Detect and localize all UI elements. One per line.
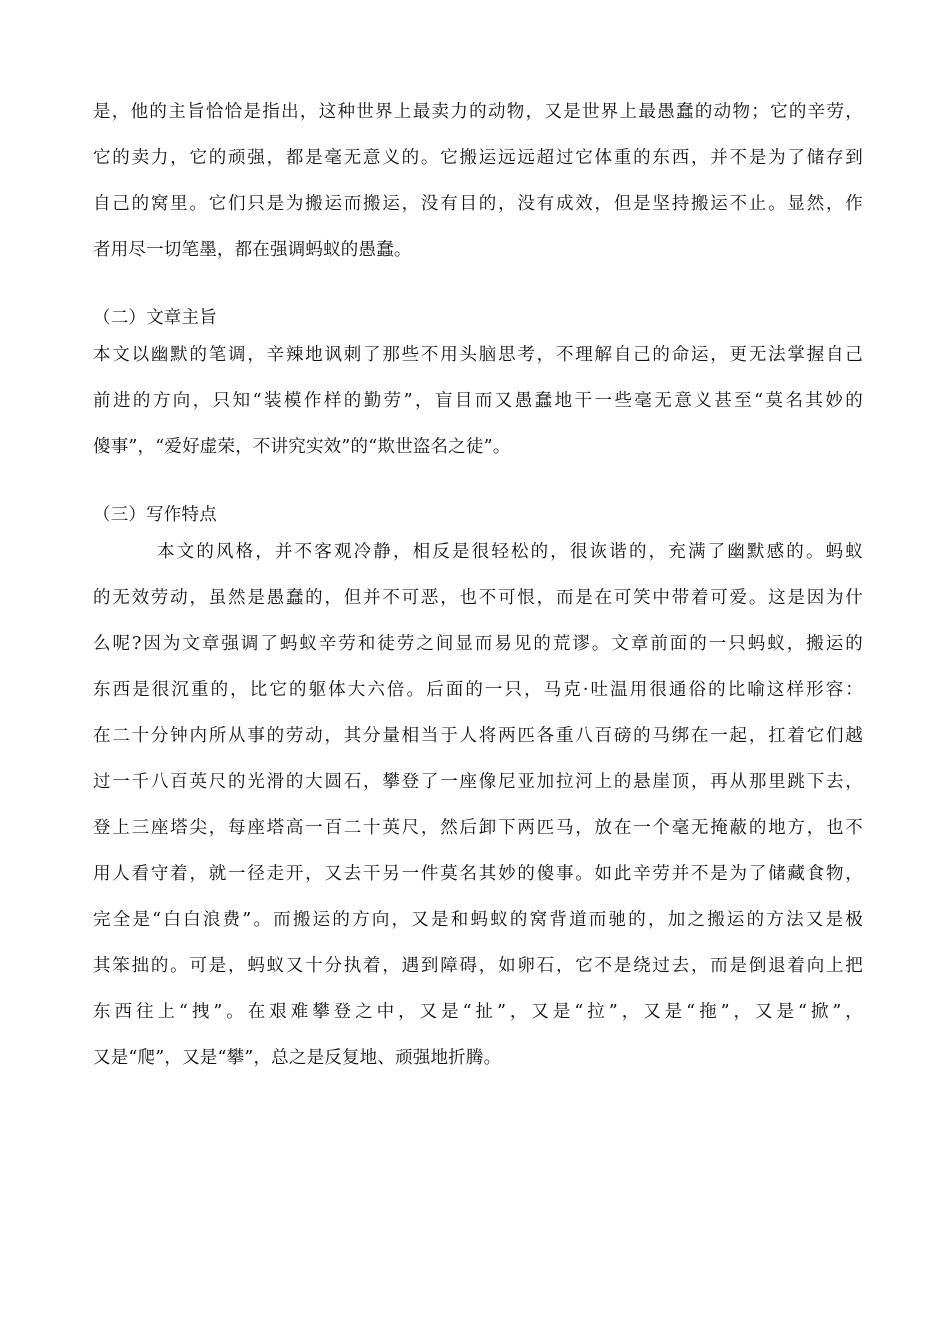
section-2-line-1: 本文以幽默的笔调，辛辣地讽刺了那些不用头脑思考，不理解自己的命运，更无法掌握自己 — [93, 345, 863, 365]
section-2-heading: （二）文章主旨 — [93, 308, 217, 328]
section-2-line-3: 傻事”，“爱好虚荣，不讲究实效”的“欺世盗名之徒”。 — [93, 437, 511, 457]
paragraph-1-line-1: 是，他的主旨恰恰是指出，这种世界上最卖力的动物，又是世界上最愚蠢的动物；它的辛劳， — [93, 102, 863, 122]
section-3-line-10: 其笨拙的。可是，蚂蚁又十分执着，遇到障碍，如卵石，它不是绕过去，而是倒退着向上把 — [93, 956, 863, 976]
section-3-line-2: 的无效劳动，虽然是愚蠢的，但并不可恶，也不可恨，而是在可笑中带着可爱。这是因为什 — [93, 588, 863, 608]
paragraph-1-line-2: 它的卖力，它的顽强，都是毫无意义的。它搬运远远超过它体重的东西，并不是为了储存到 — [93, 148, 863, 168]
section-3-heading: （三）写作特点 — [93, 505, 217, 525]
paragraph-1-line-4: 者用尽一切笔墨，都在强调蚂蚁的愚蠢。 — [93, 240, 412, 260]
section-3-line-1: 本文的风格，并不客观冷静，相反是很轻松的，很诙谐的，充满了幽默感的。蚂蚁 — [157, 542, 863, 562]
section-3-line-4: 东西是很沉重的，比它的躯体大六倍。后面的一只，马克·吐温用很通俗的比喻这样形容： — [93, 680, 863, 700]
section-2-line-2: 前进的方向，只知“装模作样的勤劳”，盲目而又愚蠢地干一些毫无意义甚至“莫名其妙的 — [93, 391, 863, 411]
section-3-line-5: 在二十分钟内所从事的劳动，其分量相当于人将两匹各重八百磅的马绑在一起，扛着它们越 — [93, 726, 863, 746]
section-3-line-9: 完全是“白白浪费”。而搬运的方向，又是和蚂蚁的窝背道而驰的，加之搬运的方法又是极 — [93, 910, 863, 930]
section-3-line-12: 又是“爬”，又是“攀”，总之是反复地、顽强地折腾。 — [93, 1048, 502, 1068]
section-3-line-7: 登上三座塔尖，每座塔高一百二十英尺，然后卸下两匹马，放在一个毫无掩蔽的地方，也不 — [93, 818, 863, 838]
section-3-line-11: 东西往上“拽”。在艰难攀登之中，又是“扯”，又是“拉”，又是“拖”，又是“掀”， — [93, 1002, 863, 1022]
section-3-line-3: 么呢?因为文章强调了蚂蚁辛劳和徒劳之间显而易见的荒谬。文章前面的一只蚂蚁，搬运的 — [93, 634, 863, 654]
section-3-line-6: 过一千八百英尺的光滑的大圆石，攀登了一座像尼亚加拉河上的悬崖顶，再从那里跳下去， — [93, 772, 863, 792]
section-3-line-8: 用人看守着，就一径走开，又去干另一件莫名其妙的傻事。如此辛劳并不是为了储藏食物， — [93, 864, 863, 884]
paragraph-1-line-3: 自己的窝里。它们只是为搬运而搬运，没有目的，没有成效，但是坚持搬运不止。显然，作 — [93, 194, 863, 214]
